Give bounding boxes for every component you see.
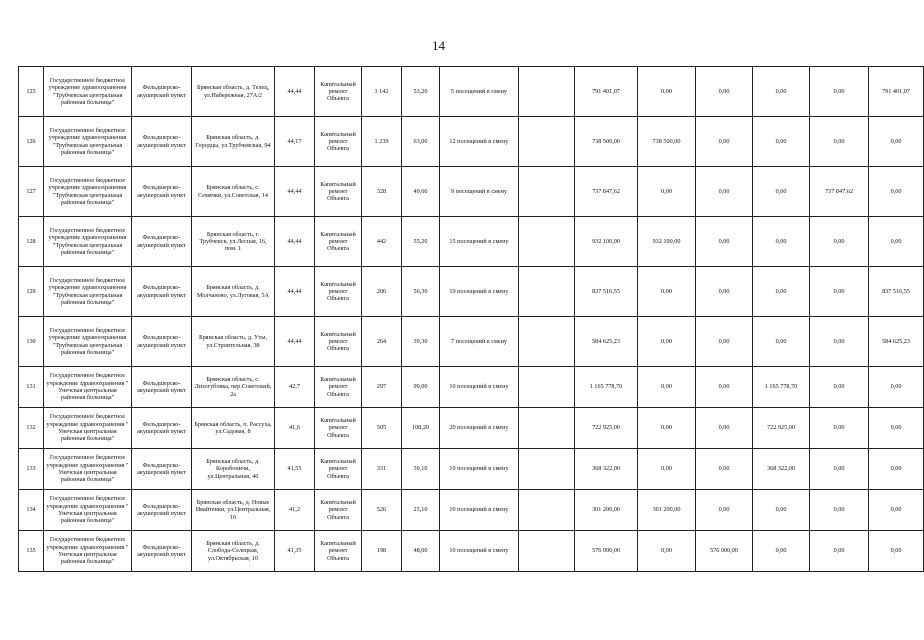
cell-row-number: 125 [19, 67, 44, 117]
cell-area: 63,00 [402, 117, 440, 167]
cell-capacity: 10 посещений в смену [440, 449, 519, 490]
cell-facility-type: Фельдшерско-акушерский пункт [132, 317, 192, 367]
cell-organization: Государственное бюджетное учреждение здравоохранения "Трубчевская центральная районная больница" [44, 117, 132, 167]
cell-work-type: Капитальный ремонт Объекта [315, 267, 362, 317]
cell-address: Брянская область, д. Слобода-Селецкая, ул.Октябрьская, 10 [192, 531, 275, 572]
cell-area: 108,20 [402, 408, 440, 449]
cell-cost-year-5: 0,00 [869, 117, 924, 167]
cell-facility-type: Фельдшерско-акушерский пункт [132, 531, 192, 572]
cell-empty [519, 317, 575, 367]
cell-cost-year-2: 0,00 [696, 317, 753, 367]
cell-address: Брянская область, г. Трубчевск, ул.Лесная, 16, пом. 1 [192, 217, 275, 267]
cell-row-number: 135 [19, 531, 44, 572]
table-row [19, 117, 924, 167]
table-row [19, 490, 924, 531]
cell-empty [519, 408, 575, 449]
cell-cost-year-3: 0,00 [753, 167, 810, 217]
cell-capacity: 19 посещений в смену [440, 267, 519, 317]
cell-address: Брянская область, д. Коробоничи, ул.Центральная, 46 [192, 449, 275, 490]
cell-cost-year-2: 0,00 [696, 408, 753, 449]
cell-cost-year-4: 0,00 [810, 117, 869, 167]
cell-organization: Государственное бюджетное учреждение здравоохранения " Унечская центральная районная больница" [44, 408, 132, 449]
cell-address: Брянская область, д. Молчаново, ул.Луговая, 5А [192, 267, 275, 317]
table-row [19, 317, 924, 367]
table-row [19, 167, 924, 217]
cell-address: Брянская область, с. Лизогубовка, пер.Советский, 2а [192, 367, 275, 408]
cell-address: Брянская область, д. Городцы, ул.Трубчевская, 94 [192, 117, 275, 167]
cell-area: 99,00 [402, 367, 440, 408]
cell-population: 206 [362, 267, 402, 317]
cell-work-type: Капитальный ремонт Объекта [315, 217, 362, 267]
cell-distance: 41,2 [275, 490, 315, 531]
cell-cost-year-5: 0,00 [869, 217, 924, 267]
cell-area: 39,30 [402, 317, 440, 367]
cell-address: Брянская область, п. Рассуха, ул.Садовая, 8 [192, 408, 275, 449]
cell-cost-year-1: 0,00 [638, 167, 696, 217]
cell-population: 1 239 [362, 117, 402, 167]
cell-facility-type: Фельдшерско-акушерский пункт [132, 267, 192, 317]
cell-work-type: Капитальный ремонт Объекта [315, 531, 362, 572]
cell-row-number: 126 [19, 117, 44, 167]
cell-work-type: Капитальный ремонт Объекта [315, 490, 362, 531]
cell-distance: 44,17 [275, 117, 315, 167]
cell-facility-type: Фельдшерско-акушерский пункт [132, 449, 192, 490]
cell-cost-year-4: 0,00 [810, 317, 869, 367]
cell-organization: Государственное бюджетное учреждение здравоохранения "Трубчевская центральная районная больница" [44, 67, 132, 117]
cell-area: 53,20 [402, 67, 440, 117]
cell-work-type: Капитальный ремонт Объекта [315, 367, 362, 408]
cell-distance: 44,44 [275, 267, 315, 317]
cell-distance: 41,6 [275, 408, 315, 449]
cell-total-cost: 301 200,00 [575, 490, 638, 531]
cell-cost-year-4: 0,00 [810, 449, 869, 490]
cell-cost-year-1: 0,00 [638, 408, 696, 449]
cell-work-type: Капитальный ремонт Объекта [315, 408, 362, 449]
cell-address: Брянская область, с. Семячки, ул.Советская, 14 [192, 167, 275, 217]
cell-work-type: Капитальный ремонт Объекта [315, 317, 362, 367]
cell-cost-year-2: 0,00 [696, 217, 753, 267]
cell-cost-year-1: 0,00 [638, 67, 696, 117]
cell-total-cost: 738 500,00 [575, 117, 638, 167]
cell-cost-year-2: 0,00 [696, 449, 753, 490]
cell-cost-year-2: 0,00 [696, 490, 753, 531]
cell-facility-type: Фельдшерско-акушерский пункт [132, 67, 192, 117]
cell-facility-type: Фельдшерско-акушерский пункт [132, 167, 192, 217]
table-row [19, 449, 924, 490]
cell-row-number: 132 [19, 408, 44, 449]
cell-population: 297 [362, 367, 402, 408]
cell-cost-year-5: 0,00 [869, 167, 924, 217]
cell-capacity: 10 посещений в смену [440, 490, 519, 531]
cell-population: 331 [362, 449, 402, 490]
cell-population: 1 142 [362, 67, 402, 117]
cell-population: 442 [362, 217, 402, 267]
cell-facility-type: Фельдшерско-акушерский пункт [132, 408, 192, 449]
cell-area: 48,00 [402, 531, 440, 572]
cell-distance: 41,35 [275, 531, 315, 572]
table-row [19, 67, 924, 117]
cell-distance: 44,44 [275, 217, 315, 267]
cell-population: 264 [362, 317, 402, 367]
cell-address: Брянская область, д. Новые Ивайтенки, ул.Центральная, 16 [192, 490, 275, 531]
cell-work-type: Капитальный ремонт Объекта [315, 449, 362, 490]
cell-empty [519, 367, 575, 408]
cell-cost-year-2: 0,00 [696, 167, 753, 217]
cell-capacity: 10 посещений в смену [440, 531, 519, 572]
cell-total-cost: 722 925,00 [575, 408, 638, 449]
cell-cost-year-1: 0,00 [638, 449, 696, 490]
cell-population: 198 [362, 531, 402, 572]
cell-cost-year-5: 0,00 [869, 408, 924, 449]
cell-cost-year-4: 0,00 [810, 267, 869, 317]
cell-row-number: 130 [19, 317, 44, 367]
cell-cost-year-5: 0,00 [869, 531, 924, 572]
cell-cost-year-4: 737 847,62 [810, 167, 869, 217]
cell-cost-year-5: 791 401,07 [869, 67, 924, 117]
cell-cost-year-1: 0,00 [638, 267, 696, 317]
page-number: 14 [432, 38, 445, 53]
cell-total-cost: 737 847,62 [575, 167, 638, 217]
cell-cost-year-1: 0,00 [638, 531, 696, 572]
cell-empty [519, 117, 575, 167]
cell-empty [519, 531, 575, 572]
cell-facility-type: Фельдшерско-акушерский пункт [132, 117, 192, 167]
cell-row-number: 134 [19, 490, 44, 531]
cell-work-type: Капитальный ремонт Объекта [315, 167, 362, 217]
cell-work-type: Капитальный ремонт Объекта [315, 117, 362, 167]
cell-area: 25,10 [402, 490, 440, 531]
cell-cost-year-3: 0,00 [753, 317, 810, 367]
cell-facility-type: Фельдшерско-акушерский пункт [132, 490, 192, 531]
cell-organization: Государственное бюджетное учреждение здравоохранения " Унечская центральная районная больница" [44, 531, 132, 572]
cell-capacity: 10 посещений в смену [440, 367, 519, 408]
cell-population: 328 [362, 167, 402, 217]
cell-area: 55,20 [402, 217, 440, 267]
cell-capacity: 15 посещений в смену [440, 217, 519, 267]
cell-total-cost: 932 100,00 [575, 217, 638, 267]
cell-distance: 44,44 [275, 167, 315, 217]
cell-cost-year-2: 576 000,00 [696, 531, 753, 572]
table-row [19, 367, 924, 408]
cell-cost-year-1: 0,00 [638, 367, 696, 408]
cell-capacity: 9 посещений в смену [440, 167, 519, 217]
cell-cost-year-2: 0,00 [696, 67, 753, 117]
cell-organization: Государственное бюджетное учреждение здравоохранения "Трубчевская центральная районная больница" [44, 167, 132, 217]
cell-empty [519, 167, 575, 217]
cell-cost-year-3: 0,00 [753, 217, 810, 267]
cell-cost-year-1: 301 200,00 [638, 490, 696, 531]
cell-work-type: Капитальный ремонт Объекта [315, 67, 362, 117]
cell-cost-year-3: 0,00 [753, 531, 810, 572]
cell-facility-type: Фельдшерско-акушерский пункт [132, 367, 192, 408]
cell-cost-year-4: 0,00 [810, 531, 869, 572]
cell-cost-year-3: 0,00 [753, 67, 810, 117]
cell-cost-year-1: 0,00 [638, 317, 696, 367]
cell-cost-year-4: 0,00 [810, 367, 869, 408]
cell-cost-year-4: 0,00 [810, 67, 869, 117]
cell-organization: Государственное бюджетное учреждение здравоохранения " Унечская центральная районная больница" [44, 449, 132, 490]
cell-cost-year-2: 0,00 [696, 117, 753, 167]
cell-area: 49,60 [402, 167, 440, 217]
cell-row-number: 129 [19, 267, 44, 317]
cell-cost-year-3: 0,00 [753, 117, 810, 167]
cell-organization: Государственное бюджетное учреждение здравоохранения "Трубчевская центральная районная больница" [44, 217, 132, 267]
cell-row-number: 127 [19, 167, 44, 217]
cell-cost-year-3: 722 925,00 [753, 408, 810, 449]
cell-cost-year-3: 1 165 778,70 [753, 367, 810, 408]
cell-cost-year-4: 0,00 [810, 217, 869, 267]
cell-cost-year-3: 0,00 [753, 267, 810, 317]
cell-empty [519, 449, 575, 490]
cell-address: Брянская область, д. Уты, ул.Строительная, 38 [192, 317, 275, 367]
cell-cost-year-3: 368 322,00 [753, 449, 810, 490]
cell-organization: Государственное бюджетное учреждение здравоохранения " Унечская центральная районная больница" [44, 490, 132, 531]
table-row [19, 408, 924, 449]
cell-cost-year-5: 0,00 [869, 449, 924, 490]
cell-capacity: 20 посещений в смену [440, 408, 519, 449]
cell-capacity: 7 посещений в смену [440, 317, 519, 367]
cell-empty [519, 490, 575, 531]
cell-total-cost: 368 322,00 [575, 449, 638, 490]
cell-total-cost: 791 401,07 [575, 67, 638, 117]
cell-empty [519, 67, 575, 117]
cell-organization: Государственное бюджетное учреждение здравоохранения "Трубчевская центральная районная больница" [44, 317, 132, 367]
cell-empty [519, 267, 575, 317]
cell-capacity: 5 посещений в смену [440, 67, 519, 117]
cell-organization: Государственное бюджетное учреждение здравоохранения " Унечская центральная районная больница" [44, 367, 132, 408]
table-row [19, 267, 924, 317]
cell-distance: 44,44 [275, 317, 315, 367]
cell-distance: 44,44 [275, 67, 315, 117]
cell-cost-year-4: 0,00 [810, 490, 869, 531]
cell-cost-year-5: 0,00 [869, 367, 924, 408]
cell-row-number: 131 [19, 367, 44, 408]
cell-cost-year-5: 0,00 [869, 490, 924, 531]
cell-cost-year-5: 584 625,23 [869, 317, 924, 367]
cell-organization: Государственное бюджетное учреждение здравоохранения "Трубчевская центральная районная больница" [44, 267, 132, 317]
cell-total-cost: 837 516,55 [575, 267, 638, 317]
cell-cost-year-3: 0,00 [753, 490, 810, 531]
cell-facility-type: Фельдшерско-акушерский пункт [132, 217, 192, 267]
cell-cost-year-2: 0,00 [696, 367, 753, 408]
facility-table [18, 66, 924, 572]
cell-row-number: 128 [19, 217, 44, 267]
cell-capacity: 12 посещений в смену [440, 117, 519, 167]
cell-empty [519, 217, 575, 267]
cell-distance: 41,55 [275, 449, 315, 490]
cell-area: 39,10 [402, 449, 440, 490]
cell-total-cost: 576 000,00 [575, 531, 638, 572]
cell-cost-year-2: 0,00 [696, 267, 753, 317]
cell-distance: 42,7 [275, 367, 315, 408]
cell-total-cost: 1 165 778,70 [575, 367, 638, 408]
table-row [19, 531, 924, 572]
cell-population: 526 [362, 490, 402, 531]
cell-row-number: 133 [19, 449, 44, 490]
cell-cost-year-1: 932 100,00 [638, 217, 696, 267]
cell-cost-year-1: 738 500,00 [638, 117, 696, 167]
cell-cost-year-5: 837 516,55 [869, 267, 924, 317]
cell-address: Брянская область, д. Телец, ул.Набережная, 27А/2 [192, 67, 275, 117]
cell-population: 505 [362, 408, 402, 449]
cell-total-cost: 584 625,23 [575, 317, 638, 367]
table-row [19, 217, 924, 267]
cell-cost-year-4: 0,00 [810, 408, 869, 449]
cell-area: 56,30 [402, 267, 440, 317]
